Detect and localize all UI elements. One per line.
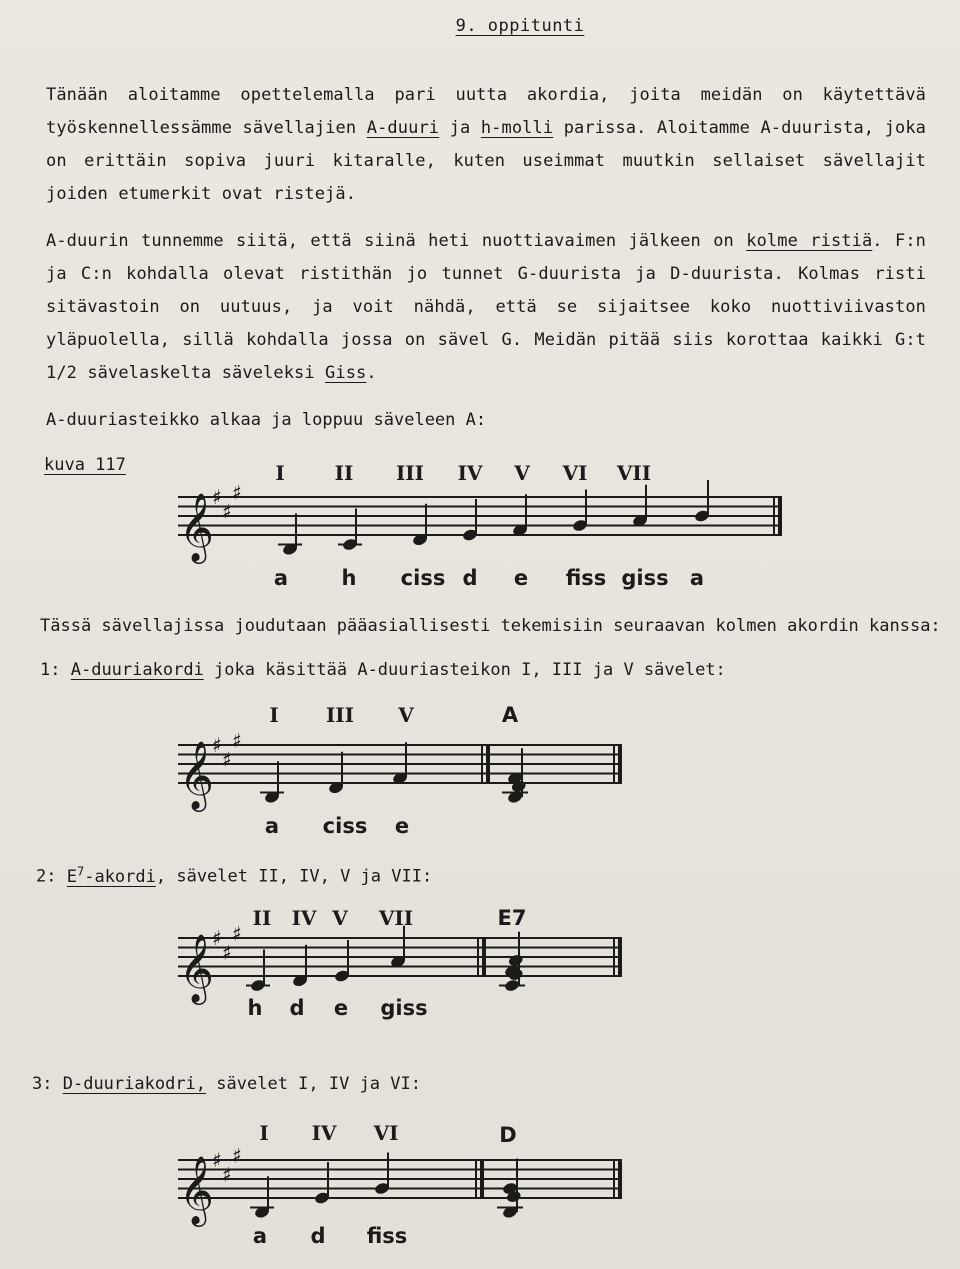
sharp-sign: ♯ [222,499,232,524]
sharp-sign: ♯ [222,747,232,772]
chord-e7-note-name: d [289,996,305,1020]
treble-clef-icon: 𝄞 [179,1155,214,1224]
chord-d-label: D [499,1123,517,1147]
chord-d-note-name: fiss [366,1224,408,1248]
chord-a-note-name: e [394,814,410,838]
scale-note-name: e [513,566,529,590]
sharp-sign: ♯ [212,733,222,757]
scale-note-name: ciss [400,566,446,590]
item2-name-akordi: -akordi [84,866,156,887]
scale-degree-label: II [334,461,354,485]
chord-e7-stack-note [507,953,524,967]
chords-intro: Tässä sävellajissa joudutaan pääasiallisesti tekemisiin seuraavan kolmen akordin kanssa: [40,616,941,636]
chord-e7-degree: II [252,906,272,930]
scale-note-name: a [689,566,705,590]
treble-clef-icon: 𝄞 [179,740,214,809]
chord-a-degree: III [325,703,355,727]
scale-intro: A-duuriasteikko alkaa ja loppuu säveleen A: [46,410,487,430]
scale-note-name: h [341,566,357,590]
chord-e7-degree: IV [291,906,317,930]
item2-name [66,864,156,887]
p2-text-a: A-duurin tunnemme siitä, että siinä heti nuottiavaimen jälkeen on [46,231,747,251]
chord-e7-note-name: giss [380,996,428,1020]
treble-clef-icon: 𝄞 [179,933,214,1002]
chord-e7-degree: VII [378,906,414,930]
scale-degree-label: VII [616,461,652,485]
p1-text-a: Tänään aloitamme opettelemalla pari uutta akordia, joita meidän on käytettävä työskennellessämme sävellajien [46,85,926,138]
scale-degree-label: III [395,461,425,485]
sharp-sign: ♯ [232,728,242,753]
item-3 [32,1074,421,1094]
p2-text-b: . F:n ja C:n kohdalla olevat ristithän jo tunnet G-duurista ja D-duurista. Kolmas risti sitävastoin on uutuus, ja voit nähdä, että se sijaitsee koko nuottiviivaston yläpuolella, sillä kohdalla jossa on sävel G. Meidän pitää siis korottaa kaikki G:t 1/2 sävelaskelta säveleksi [46,231,926,383]
item3-num: 3: [32,1074,53,1094]
sharp-sign: ♯ [232,1143,242,1168]
p2-text-c: . [366,363,377,383]
chord-d-staff-lines [178,1143,622,1227]
p1-h-molli: h-molli [480,118,554,138]
final-bar [618,1160,622,1198]
item2-num: 2: [36,866,57,887]
sharp-sign: ♯ [212,926,222,950]
item3-rest: sävelet I, IV ja VI: [216,1074,421,1094]
p1-a-duuri: A-duuri [366,118,440,138]
p2-giss: Giss [325,363,367,383]
figure-caption: kuva 117 [44,455,126,475]
item1-num: 1: [40,660,61,680]
sharp-sign: ♯ [222,940,232,965]
final-bar [618,745,622,783]
scale-note-name: d [462,566,478,590]
sharp-sign: ♯ [232,480,242,505]
chord-d-degree: IV [311,1121,337,1145]
chord-e7-label: E7 [497,906,527,930]
item1-rest: joka käsittää A-duuriasteikon I, III ja V sävelet: [214,660,726,680]
item-1 [40,660,726,680]
item1-name: A-duuriakordi [70,660,204,680]
chord-e7-stack-note [504,978,521,992]
item-2 [36,864,432,887]
scale-degree-label: VI [562,461,588,485]
chord-e7-degree: V [332,906,348,930]
page-title: 9. oppitunti [455,16,585,36]
chord-a-note-name: a [264,814,280,838]
sharp-sign: ♯ [222,1162,232,1187]
chord-d-degree: VI [373,1121,399,1145]
item2-rest: , sävelet II, IV, V ja VII: [155,866,433,887]
sharp-sign: ♯ [232,921,242,946]
chord-a-note-name: ciss [322,814,368,838]
final-bar [618,938,622,976]
item2-name-e: E [66,866,77,887]
scale-degree-label: I [275,461,285,485]
scale-degree-label: IV [457,461,483,485]
bar-line-thick [480,1160,484,1198]
scale-note-name: a [273,566,289,590]
item3-name: D-duuriakodri, [62,1074,207,1094]
scale-note-name: fiss [565,566,607,590]
treble-clef-icon: 𝄞 [179,492,214,561]
chord-d-note-name: d [310,1224,326,1248]
sharp-sign: ♯ [212,485,222,509]
p1-text-c: parissa. Aloitamme A-duurista, joka on erittäin sopiva juuri kitaralle, kuten useimmat muutkin sellaiset sävellajit joiden etumerkit ovat ristejä. [46,118,927,204]
scale-degree-label: V [514,461,530,485]
chord-d-note-name: a [252,1224,268,1248]
bar-line-thick [482,938,486,976]
chord-e7-note-name: h [247,996,263,1020]
chord-a-degree: V [398,703,414,727]
item2-name-sup: 7 [76,864,85,878]
final-bar [778,497,782,535]
scale-staff-lines [178,480,782,564]
chord-d-degree: I [259,1121,269,1145]
p2-kolme-ristia: kolme ristiä [746,231,873,251]
bar-line-thick [486,745,490,783]
scale-note-name: giss [621,566,669,590]
p1-text-b: ja [439,118,481,138]
sharp-sign: ♯ [212,1148,222,1172]
chord-a-degree: I [269,703,279,727]
chord-a-staff-lines [178,728,622,812]
chord-e7-note-name: e [333,996,349,1020]
chord-a-label: A [501,703,519,727]
